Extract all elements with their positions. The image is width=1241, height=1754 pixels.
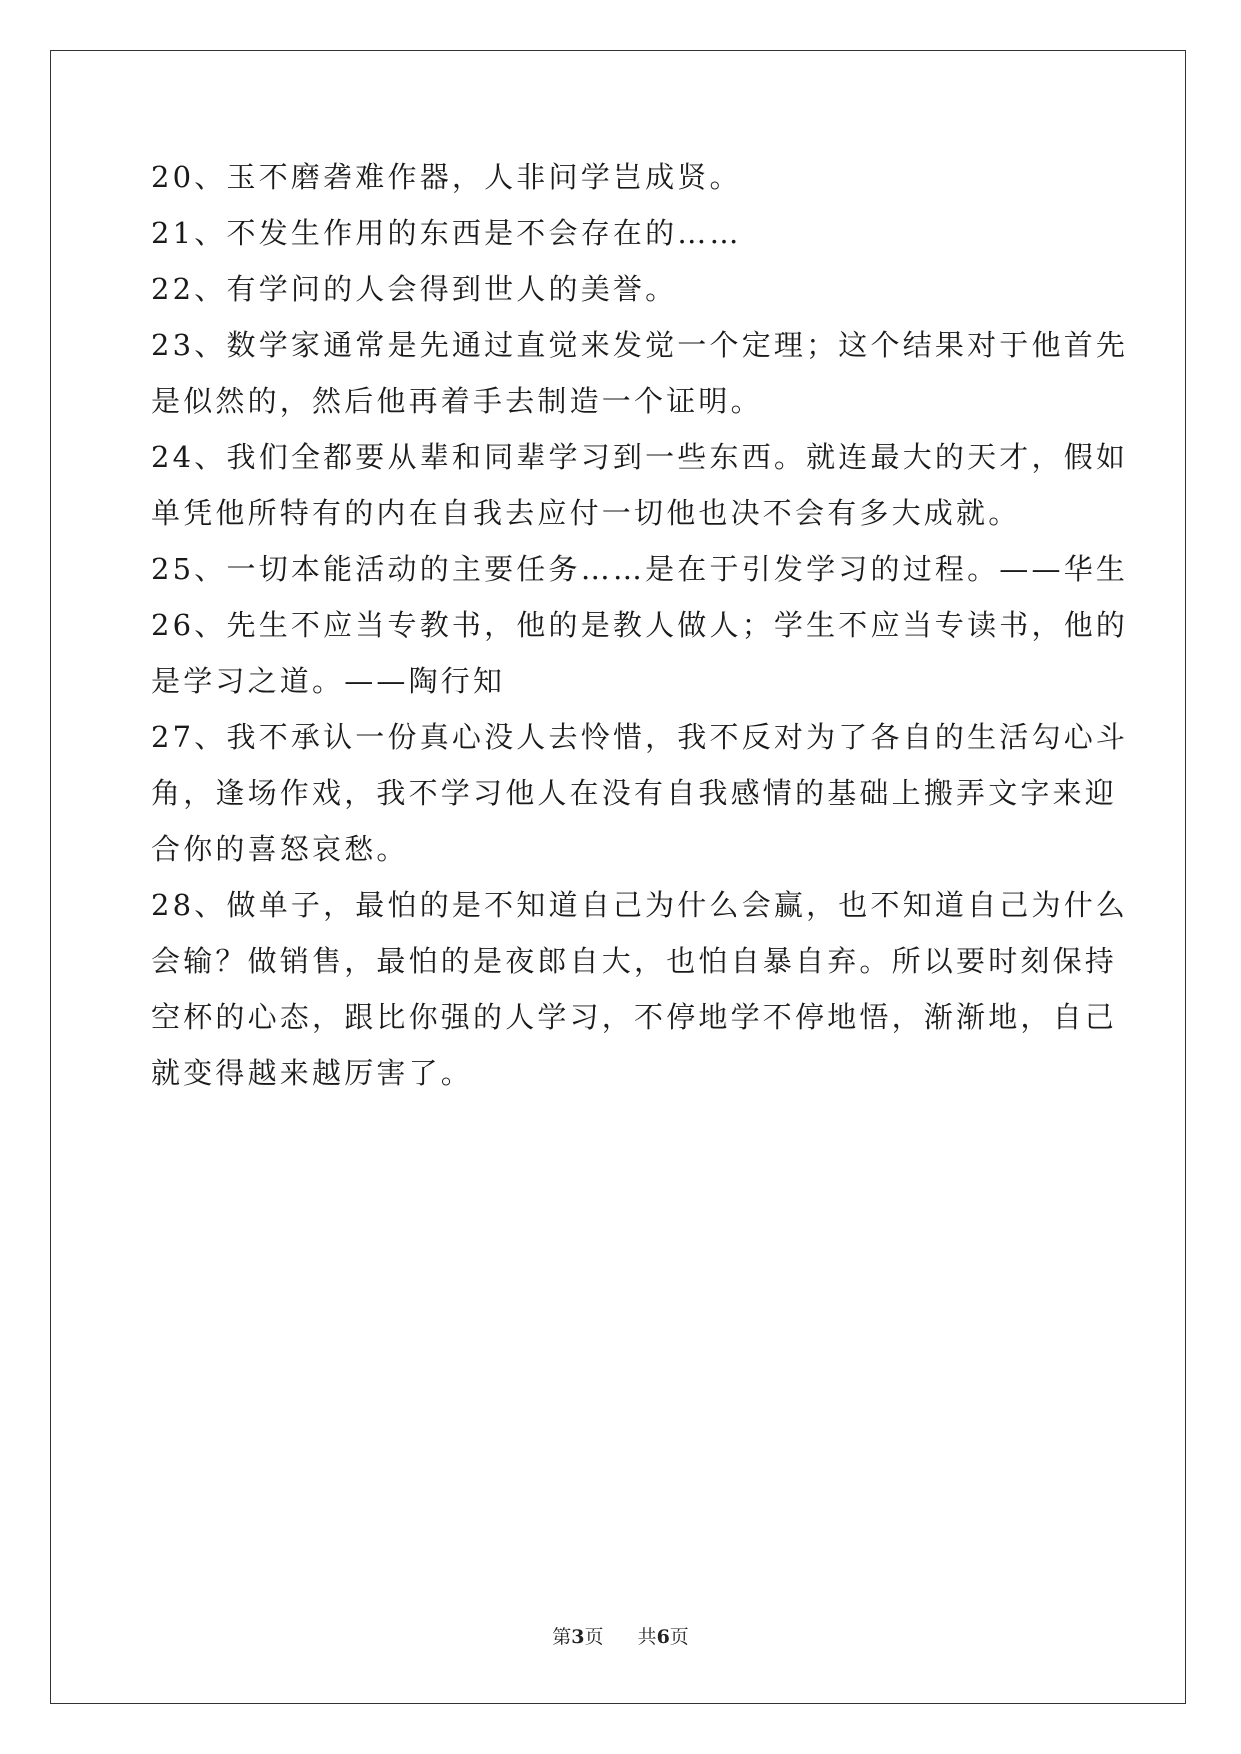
- total-pages-label: [638, 1622, 689, 1649]
- current-page-number: 3: [571, 1626, 585, 1648]
- total-prefix: 共: [637, 1626, 657, 1648]
- page-prefix: 第: [552, 1626, 572, 1648]
- text-line: 20、玉不磨砻难作器，人非问学岂成贤。: [151, 160, 742, 194]
- page-footer: [0, 1622, 1241, 1649]
- text-line: 27、我不承认一份真心没人去怜惜，我不反对为了各自的生活勾心斗: [151, 720, 1129, 754]
- total-page-number: 6: [656, 1626, 670, 1648]
- paragraph-27: [151, 695, 1129, 891]
- text-line: 28、做单子，最怕的是不知道自己为什么会赢，也不知道自己为什么: [151, 888, 1129, 922]
- total-suffix: 页: [669, 1626, 689, 1648]
- text-line: 空杯的心态，跟比你强的人学习，不停地学不停地悟，渐渐地，自己: [151, 1000, 1118, 1034]
- text-line: 24、我们全都要从辈和同辈学习到一些东西。就连最大的天才，假如: [151, 440, 1129, 474]
- text-line: 23、数学家通常是先通过直觉来发觉一个定理；这个结果对于他首先: [151, 328, 1129, 362]
- text-line: 就变得越来越厉害了。: [151, 1056, 474, 1090]
- page-suffix: 页: [584, 1626, 604, 1648]
- page-number-label: [552, 1622, 603, 1649]
- text-line: 会输？做销售，最怕的是夜郎自大，也怕自暴自弃。所以要时刻保持: [151, 944, 1118, 978]
- text-line: 是似然的，然后他再着手去制造一个证明。: [151, 384, 763, 418]
- text-line: 合你的喜怒哀愁。: [151, 832, 409, 866]
- paragraph-28: [151, 863, 1129, 1115]
- text-line: 角，逢场作戏，我不学习他人在没有自我感情的基础上搬弄文字来迎: [151, 776, 1118, 810]
- text-line: 21、不发生作用的东西是不会存在的……: [151, 216, 742, 250]
- text-line: 单凭他所特有的内在自我去应付一切他也决不会有多大成就。: [151, 496, 1021, 530]
- text-line: 26、先生不应当专教书，他的是教人做人；学生不应当专读书，他的: [151, 608, 1129, 642]
- text-line: 是学习之道。——陶行知: [151, 664, 506, 698]
- text-line: 22、有学问的人会得到世人的美誉。: [151, 272, 678, 306]
- text-line: 25、一切本能活动的主要任务……是在于引发学习的过程。——华生: [151, 552, 1129, 586]
- document-body: [151, 160, 1129, 1115]
